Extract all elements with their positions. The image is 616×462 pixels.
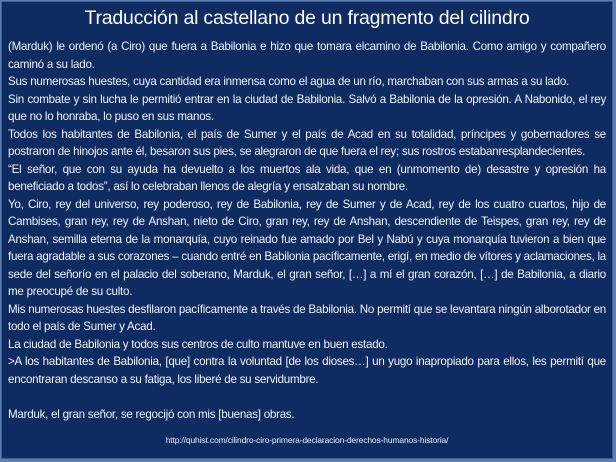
slide <box>1 1 613 459</box>
slide-title: Traducción al castellano de un fragmento del cilindro <box>84 7 530 29</box>
paragraph: Marduk, el gran señor, se regocijó con mis [buenas] obras. <box>8 407 295 421</box>
paragraph: Sus numerosas huestes, cuya cantidad era inmensa como el agua de un río, marchaban con sus armas a su lado. <box>8 75 569 88</box>
paragraph: Todos los habitantes de Babilonia, el país de Sumer y el país de Acad en su totalidad, príncipes y gobernadores se postraron de hinojos ante él, besaron sus pies, se alegraron de que fuera el rey; sus rostros estabanresplandecientes. <box>8 127 606 158</box>
paragraph: La ciudad de Babilonia y todos sus centros de culto mantuve en buen estado. <box>8 337 388 351</box>
paragraph: >A los habitantes de Babilonia, [que] contra la voluntad [de los dioses…] un yugo inapropiado para ellos, les permití que encontraran descanso a su fatiga, los liberé de su servidumbre. <box>8 355 606 386</box>
paragraph: Yo, Ciro, rey del universo, rey poderoso, rey de Babilonia, rey de Sumer y de Acad, rey de los cuatro cuartos, hijo de Cambises, gran rey, rey de Anshan, nieto de Ciro, gran rey, rey de Anshan, descendiente de Teispes, gran rey, rey de Anshan, semilla eterna de la monarquía, cuyo reinado fue amado por Bel y Nabú y cuya monarquía tuvieron a bien que fuera agradable a sus corazones – cuando entré en Babilonia pacíficamente, erigí, en medio de vítores y aclamaciones, la sede del señorío en el palacio del soberano, Marduk, el gran señor, […] a mí el gran corazón, […] de Babilonia, a diario me preocupé de su culto. <box>8 197 606 298</box>
paragraph: “El señor, que con su ayuda ha devuelto a los muertos ala vida, que en (unmomento de) desastre y opresión ha beneficiado a todos”, así lo celebraban llenos de alegría y ensalzaban su nombre. <box>8 162 606 193</box>
translation-text <box>8 38 606 423</box>
paragraph: Mis numerosas huestes desfilaron pacíficamente a través de Babilonia. No permití que se levantara ningún alborotador en todo el país de Sumer y Acad. <box>8 302 606 333</box>
paragraph: Sin combate y sin lucha le permitió entrar en la ciudad de Babilonia. Salvó a Babilonia de la opresión. A Nabonido, el rey que no lo honraba, lo puso en sus manos. <box>8 92 606 123</box>
paragraph: (Marduk) le ordenó (a Ciro) que fuera a Babilonia e hizo que tomara elcamino de Babilonia. Como amigo y compañero caminó a su lado. <box>8 40 606 71</box>
source-url: http://quhist.com/cilindro-ciro-primera-declaracion-derechos-humanos-historia/ <box>165 435 449 445</box>
